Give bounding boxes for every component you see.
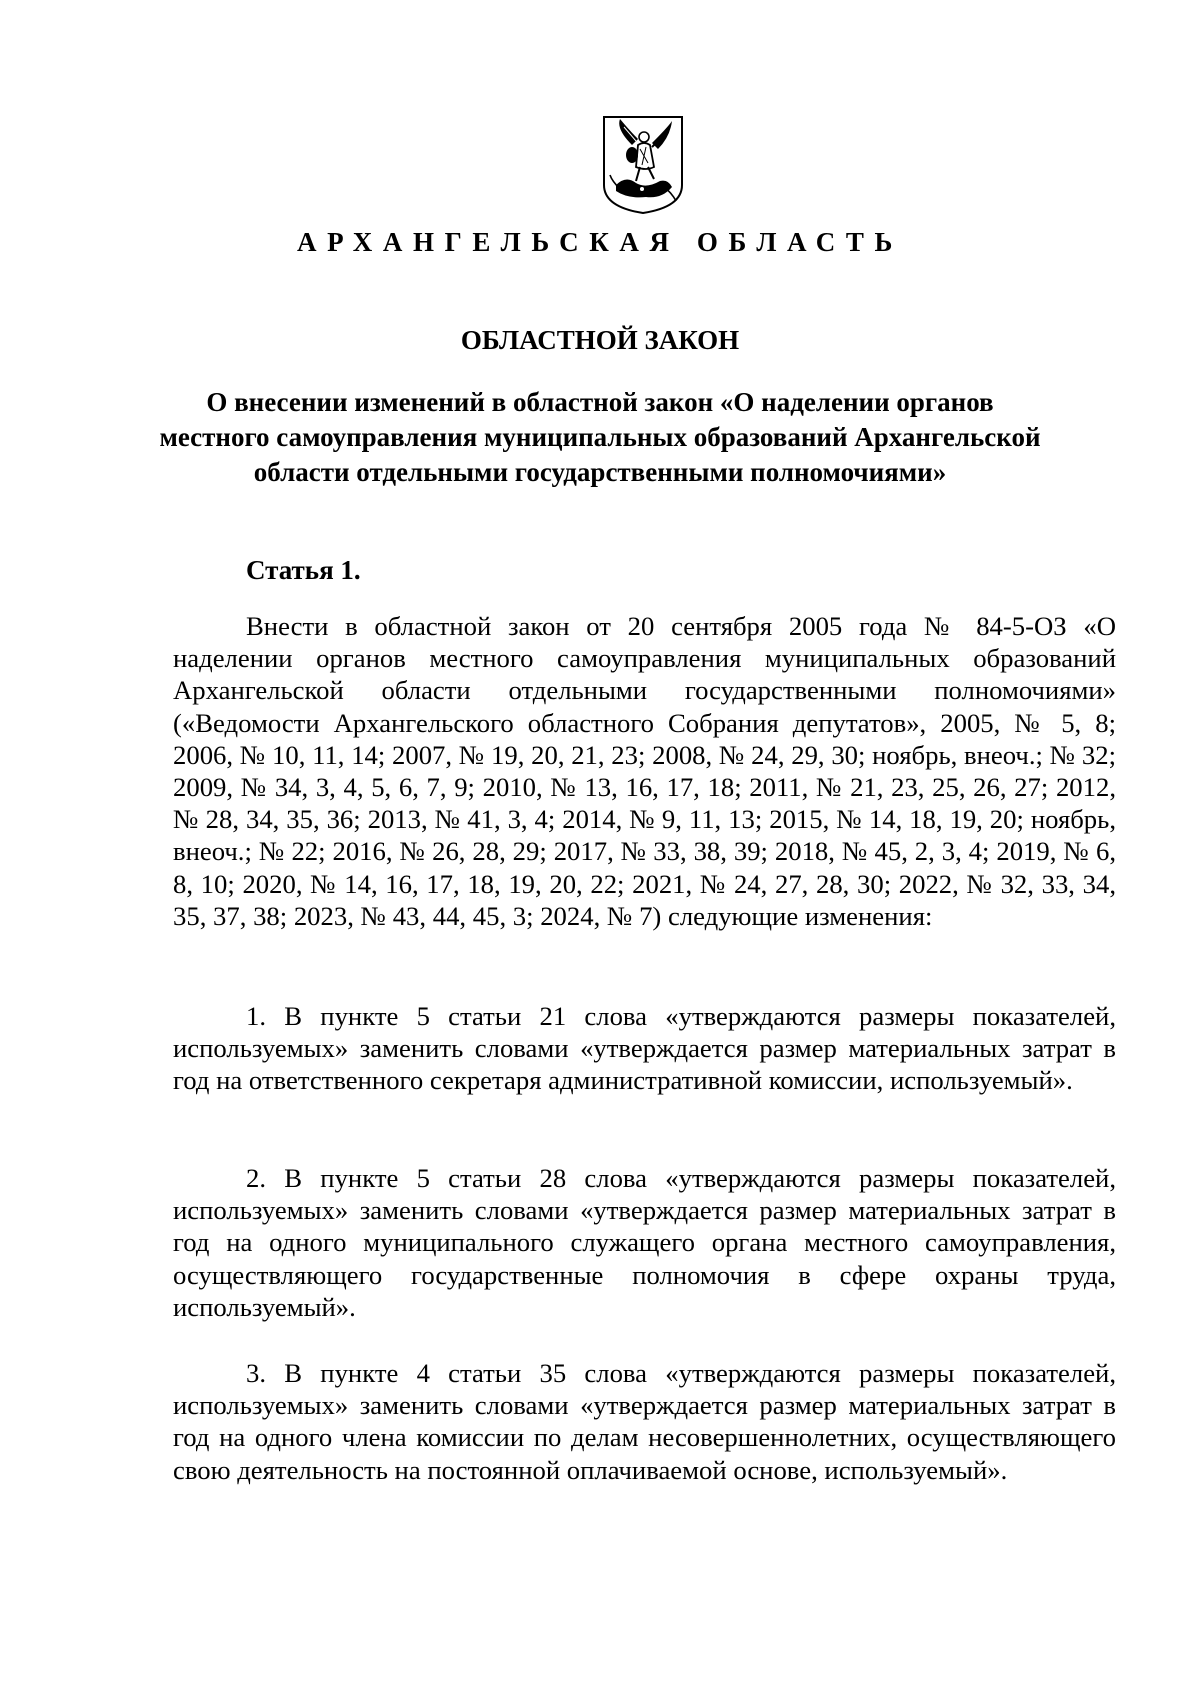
arkhangelsk-coat-of-arms-icon [602, 115, 684, 215]
document-type: ОБЛАСТНОЙ ЗАКОН [460, 325, 740, 355]
amendment-item-3: 3. В пункте 4 статьи 35 слова «утверждаются размеры показателей, используемых» заменить словами «утверждается размер материальных затрат в год на одного члена комиссии по делам несовершеннолетних, осуществляющего свою деятельность на постоянной оплачиваемой основе, используемый». [173, 1358, 1116, 1485]
region-name: АРХАНГЕЛЬСКАЯ ОБЛАСТЬ [297, 227, 903, 257]
law-title: О внесении изменений в областной закон «О наделении органов местного самоуправления муниципальных образований Архангельской области отдельными государственными полномочиями» [159, 387, 1041, 487]
amendment-item-2: 2. В пункте 5 статьи 28 слова «утверждаются размеры показателей, используемых» заменить словами «утверждается размер материальных затрат в год на одного муниципального служащего органа местного самоуправления, осуществляющего государственные полномочия в сфере охраны труда, используемый». [173, 1163, 1116, 1322]
article-heading: Статья 1. [246, 555, 361, 585]
article-intro-paragraph: Внести в областной закон от 20 сентября 2005 года № 84-5-ОЗ «О наделении органов местного самоуправления муниципальных образований Архангельской области отдельными государственными полномочиями» («Ведомости Архангельского областного Собрания депутатов», 2005, № 5, 8; 2006, № 10, 11, 14; 2007, № 19, 20, 21, 23; 2008, № 24, 29, 30; ноябрь, внеоч.; № 32; 2009, № 34, 3, 4, 5, 6, 7, 9; 2010, № 13, 16, 17, 18; 2011, № 21, 23, 25, 26, 27; 2012, № 28, 34, 35, 36; 2013, № 41, 3, 4; 2014, № 9, 11, 13; 2015, № 14, 18, 19, 20; ноябрь, внеоч.; № 22; 2016, № 26, 28, 29; 2017, № 33, 38, 39; 2018, № 45, 2, 3, 4; 2019, № 6, 8, 10; 2020, № 14, 16, 17, 18, 19, 20, 22; 2021, № 24, 27, 28, 30; 2022, № 32, 33, 34, 35, 37, 38; 2023, № 43, 44, 45, 3; 2024, № 7) следующие изменения: [173, 611, 1116, 931]
amendment-item-1: 1. В пункте 5 статьи 21 слова «утверждаются размеры показателей, используемых» заменить словами «утверждается размер материальных затрат в год на ответственного секретаря административной комиссии, используемый». [173, 1001, 1116, 1096]
